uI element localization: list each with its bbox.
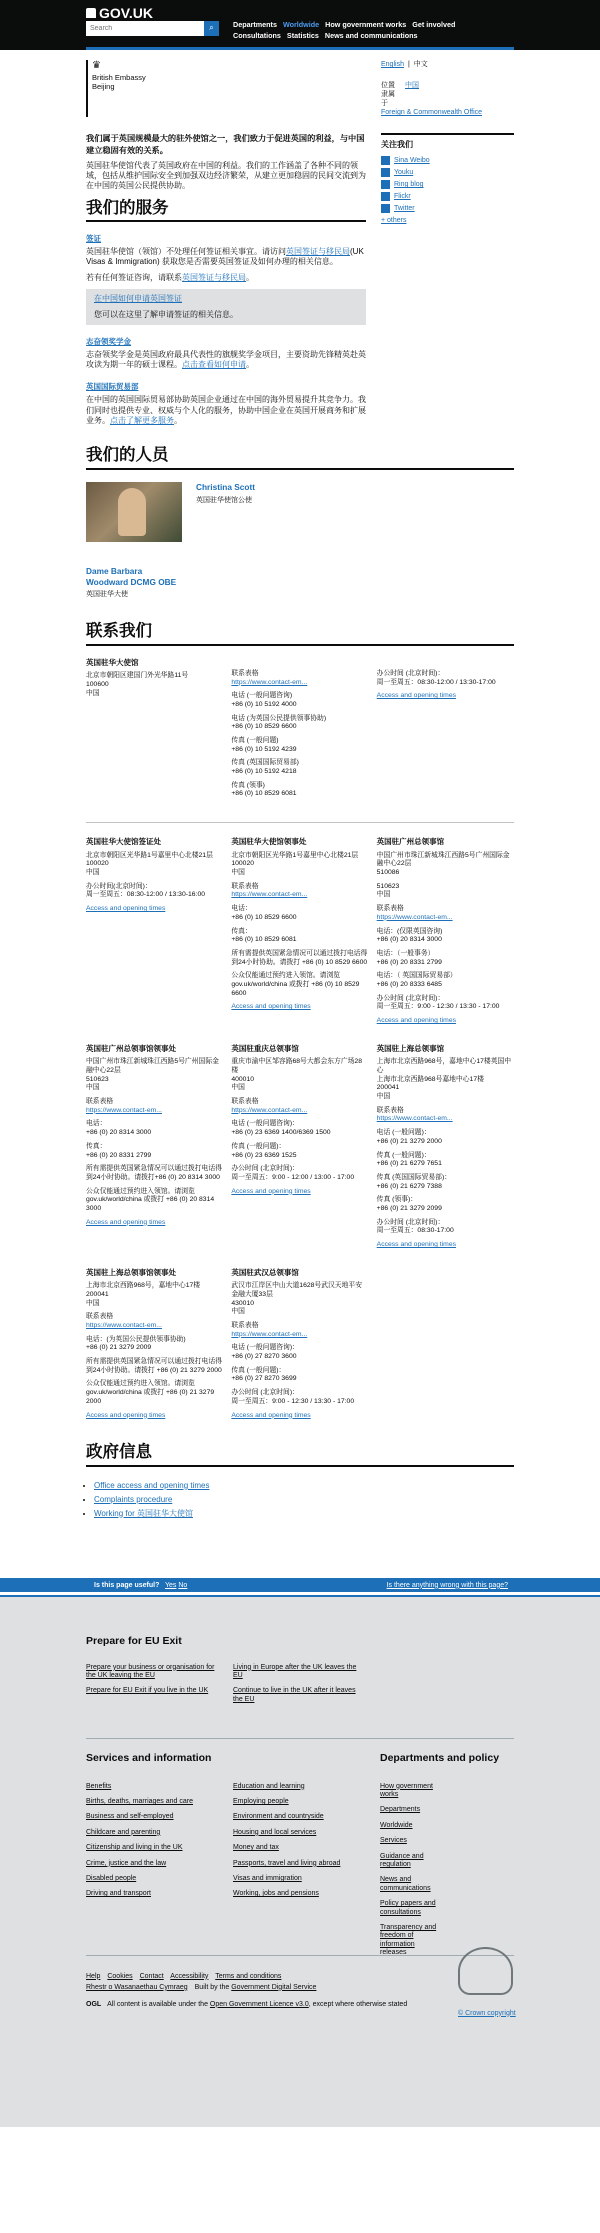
ogl-logo: OGL <box>86 2000 102 2008</box>
royal-crest-icon <box>458 1947 513 1995</box>
site-header <box>0 0 600 50</box>
office-grid: 英国驻华大使馆 北京市朝阳区建国门外光华路11号 100600 中国 联系表格 https://www.contact-em... 电话 (一般问题咨询) +86 (0) 10 5192 4000 电话 (为英国公民提供领事协助) +86 (0) 10 8529 6600 传真 (一般问题) +86 (0) 10 5192 4239 传真 (英国国际贸易部) +86 (0) 10 5192 4218 传真 (领事) +86 (0) 10 8529 6081 办公时间 (北京时间)： 周一至周五：08:30-12:00 / 13:30-17:00 Access and opening times <box>86 658 514 822</box>
ambassador-name[interactable]: Dame Barbara <box>86 565 143 576</box>
access-link[interactable]: Access and opening times <box>376 1241 456 1249</box>
nav-statistics[interactable]: Statistics <box>286 31 319 41</box>
contact-form-link[interactable]: https://www.contact-em... <box>86 1322 162 1330</box>
access-link[interactable]: Access and opening times <box>376 692 456 700</box>
footer-eu-link[interactable]: Living in Europe after the UK leaves the EU <box>233 1663 357 1680</box>
magnifier-icon: ⌕ <box>209 23 214 33</box>
location-link[interactable]: 中国 <box>405 82 419 90</box>
access-link[interactable]: Access and opening times <box>231 1003 311 1011</box>
crown-icon <box>86 8 96 18</box>
contact-form-link[interactable]: https://www.contact-em... <box>376 913 453 921</box>
top-nav <box>233 20 483 41</box>
office-guangzhou: 英国驻广州总领事馆 中国广州市珠江新城珠江西路5号广州国际金融中心22层 510086 510623 中国 联系表格 https://www.contact-em... 电话：(仅限英国咨询) +86 (0) 20 8314 3000 电话：（一般事务） +86 (0) 20 8331 2799 电话：（ 英国国际贸易部） +86 (0) 20 8333 6485 办公时间 (北京时间)： 周一至周五：9:00 - 12:30 / 13:30 - 17:00 Access and opening times <box>376 837 510 1025</box>
lang-chinese: 中文 <box>413 61 428 68</box>
access-link[interactable]: Access and opening times <box>376 1017 456 1025</box>
footer-welsh[interactable]: Rhestr o Wasanaethau Cymraeg <box>86 1983 188 1991</box>
site-footer: Prepare for EU Exit Prepare your business or organisation for the UK leaving the EU Prepare for EU Exit if you live in the UK Living in Europe after the UK leaves the EU Continue to live in the UK after it leaves the EU Services and information Benefits Births, deaths, marriages and care Business and self-employed Childcare and parenting Citizenship and living in the UK Crime, justice and the law Disabled people Driving and transport Education and learning Employing people Environment and countryside Housing and local services Money and tax Passports, travel and living abroad Visas and immigration Working, jobs and pensions Departments and policy How government works Departments Worldwide Services Guidance and regulation News and communications Policy papers and consultations Transparency and freedom of information releases Help Cookies Contact Accessibility Terms and conditions Rhestr o Wasanaethau Cymraeg Built by the Government Digital Service OGL All content is available under the Open Government Licence v3.0, except where otherwise stated © Crown copyright <box>0 1595 600 2127</box>
contact-form-link[interactable]: https://www.contact-em... <box>376 1115 453 1123</box>
office-shanghai-consular: 英国驻上海总领事馆领事处 上海市北京西路968号，嘉地中心17楼 200041 中国 联系表格 https://www.contact-em... 电话：(为英国公民提供领事协助) +86 (0) 21 3279 2009 所有需提供英国紧急情况可以通过拨打电话得到24小时协助。请拨打 +86 (0) 21 3279 2000 公众仅能通过预约进入领馆。请浏览 gov.uk/world/china 或拨打 +86 (0) 21 3279 2000 Access and opening times <box>86 1267 222 1419</box>
follow-blog[interactable]: Ring blog <box>381 180 514 189</box>
ukvi-link[interactable]: 英国签证与移民局 <box>286 246 350 256</box>
footer-gds-link[interactable]: Government Digital Service <box>231 1983 317 1991</box>
follow-flickr[interactable]: Flickr <box>381 192 514 201</box>
organisation-logo[interactable]: ♛ British Embassy Beijing <box>86 60 216 117</box>
ambassador-photo[interactable] <box>86 482 182 542</box>
flickr-icon <box>381 192 390 201</box>
footer-terms[interactable]: Terms and conditions <box>215 1972 282 1980</box>
lang-english[interactable]: English <box>381 61 404 68</box>
complaints-link[interactable]: Complaints procedure <box>94 1494 173 1504</box>
follow-twitter[interactable]: Twitter <box>381 204 514 213</box>
government-information: 政府信息 • Office access and opening times • Complaints procedure • Working for 英国驻华大使馆 <box>86 1442 514 1520</box>
contact-form-link[interactable]: https://www.contact-em... <box>231 1330 308 1338</box>
footer-eu-link[interactable]: Prepare for EU Exit if you live in the UK <box>86 1687 209 1695</box>
nav-news[interactable]: News and communications <box>324 31 418 41</box>
access-link[interactable]: Access and opening times <box>86 905 166 913</box>
search-button[interactable] <box>204 21 219 36</box>
report-problem-link[interactable]: Is there anything wrong with this page? <box>386 1581 508 1589</box>
nav-get-involved[interactable]: Get involved <box>412 20 456 29</box>
office-access-link[interactable]: Office access and opening times <box>94 1480 210 1490</box>
dit-title-link[interactable]: 英国国际贸易部 <box>86 382 139 392</box>
nav-consultations[interactable]: Consultations <box>233 31 281 41</box>
feedback-no[interactable]: No <box>178 1581 188 1589</box>
footer-cookies[interactable]: Cookies <box>107 1972 133 1980</box>
footer-help[interactable]: Help <box>86 1972 101 1980</box>
twitter-icon <box>381 204 390 213</box>
footer-contact[interactable]: Contact <box>139 1972 164 1980</box>
search-form <box>86 21 219 36</box>
parent-org-link[interactable]: Foreign & Commonwealth Office <box>381 109 483 117</box>
youku-icon <box>381 168 390 177</box>
feedback-bar: Is this page useful? Yes No Is there anything wrong with this page? <box>0 1578 600 1592</box>
office-chongqing: 英国驻重庆总领事馆 重庆市渝中区邹容路68号大都会东方广场28楼 400010 中国 联系表格 https://www.contact-em... 电话 (一般问题咨询)： +86 (0) 23 6369 1400/6369 1500 传真 (一般问题)： +86 (0) 23 6369 1525 办公时间 (北京时间)： 周一至周五：9:00 - 12:00 / 13:00 - 17:00 Access and opening times <box>231 1043 362 1195</box>
services-heading: 我们的服务 <box>86 198 366 222</box>
nav-worldwide[interactable]: Worldwide <box>282 20 320 29</box>
follow-others-link[interactable]: + others <box>381 217 407 225</box>
nav-departments[interactable]: Departments <box>233 20 277 29</box>
visa-title-link[interactable]: 签证 <box>86 234 101 244</box>
minister-name[interactable]: Christina Scott <box>196 481 256 492</box>
crest-icon: ♛ <box>92 60 101 71</box>
office-shanghai: 英国驻上海总领事馆 上海市北京西路968号，嘉地中心17楼英国中心 上海市北京西路968号嘉地中心17楼 200041 中国 联系表格 https://www.contact-em... 电话 (一般问题)： +86 (0) 21 3279 2000 传真 (一般问题)： +86 (0) 21 6279 7651 传真 (英国国际贸易部)： +86 (0) 21 6279 7388 传真 (领事)： +86 (0) 21 3279 2099 办公时间 (北京时间)： 周一至周五：08:30-17:00 Access and opening times <box>376 1043 512 1249</box>
follow-weibo[interactable]: Sina Weibo <box>381 156 514 165</box>
contact-heading: 联系我们 <box>86 621 514 645</box>
language-switcher: English | 中文 <box>381 61 428 68</box>
blog-icon <box>381 180 390 189</box>
access-link[interactable]: Access and opening times <box>86 1411 166 1419</box>
crown-copyright-link[interactable]: © Crown copyright <box>458 2009 516 2017</box>
follow-youku[interactable]: Youku <box>381 168 514 177</box>
access-link[interactable]: Access and opening times <box>86 1218 166 1226</box>
visa-callout: 在中国如何申请英国签证 您可以在这里了解申请签证的相关信息。 <box>86 289 366 325</box>
weibo-icon <box>381 156 390 165</box>
office-embassy: 英国驻华大使馆 北京市朝阳区建国门外光华路11号 100600 中国 <box>86 657 189 697</box>
chevening-title-link[interactable]: 志奋领奖学金 <box>86 336 131 346</box>
footer-eu-link[interactable]: Prepare your business or organisation for the UK leaving the EU <box>86 1663 215 1680</box>
office-visa-section: 英国驻华大使馆签证处 北京市朝阳区光华路1号嘉里中心北楼21层 100020 中国 办公时间(北京时间)： 周一至周五：08:30-12:00 / 13:30-16:00 Access and opening times <box>86 837 213 913</box>
feedback-yes[interactable]: Yes <box>165 1581 177 1589</box>
search-input[interactable] <box>86 21 204 36</box>
office-wuhan: 英国驻武汉总领事馆 武汉市江岸区中山大道1628号武汉天地平安金融大厦33层 430010 中国 联系表格 https://www.contact-em... 电话 (一般问题咨询)： +86 (0) 27 8270 3600 传真 (一般问题)： +86 (0) 27 8270 3699 办公时间 (北京时间)： 周一至周五：9:00 - 12:30 / 13:30 - 17:00 Access and opening times <box>231 1267 362 1419</box>
footer-eu-link[interactable]: Continue to live in the UK after it leaves the EU <box>233 1687 356 1703</box>
working-for-link[interactable]: Working for 英国驻华大使馆 <box>94 1508 193 1518</box>
access-link[interactable]: Access and opening times <box>231 1187 311 1195</box>
access-link[interactable]: Access and opening times <box>231 1411 311 1419</box>
follow-us: 关注我们 Sina Weibo Youku Ring blog Flickr Twitter + others <box>381 133 514 431</box>
ukvi-contact-link[interactable]: 英国签证与移民局 <box>182 272 246 282</box>
contact-form-link[interactable]: https://www.contact-em... <box>231 1106 308 1114</box>
visa-apply-link[interactable]: 在中国如何申请英国签证 <box>94 294 182 304</box>
chevening-apply-link[interactable]: 点击查看如何申请 <box>182 360 246 370</box>
people-heading: 我们的人员 <box>86 445 514 469</box>
intro-body: 英国驻华使馆代表了英国政府在中国的利益。我们的工作涵盖了各种不同的领域，包括从维护国际安全到加强双边经济繁荣，从建立更加稳固的民间交流到为在中国的英国公民提供协助。 <box>86 160 366 191</box>
contact-form-link[interactable]: https://www.contact-em... <box>86 1106 162 1114</box>
office-consular-beijing: 英国驻华大使馆领事处 北京市朝阳区光华路1号嘉里中心北楼21层 100020 中国 联系表格 https://www.contact-em... 电话： +86 (0) 10 8529 6600 传真： +86 (0) 10 8529 6081 所有需提供英国紧急情况可以通过拨打电话得到24小时协助。请拨打 +86 (0) 10 8529 6600 公众仅能通过预约进入领馆。请浏览 gov.uk/world/china 或拨打 +86 (0) 10 8529 6600 Access and opening times <box>231 837 368 1011</box>
header-accent-bar <box>86 47 514 50</box>
footer-accessibility[interactable]: Accessibility <box>170 1972 209 1980</box>
govuk-logo[interactable]: GOV.UK <box>86 4 153 22</box>
dit-more-link[interactable]: 点击了解更多服务 <box>110 415 174 425</box>
contact-form-link[interactable]: https://www.contact-em... <box>231 678 308 686</box>
ogl-link[interactable]: Open Government Licence v3.0 <box>209 2000 309 2008</box>
intro-lead: 我们属于英国规模最大的驻外使馆之一，我们致力于促进英国的利益，与中国建立稳固有效的关系。 <box>86 134 365 155</box>
office-guangzhou-consular: 英国驻广州总领事馆领事处 中国广州市珠江新城珠江西路5号广州国际金融中心22层 510623 中国 联系表格 https://www.contact-em... 电话： +86 (0) 20 8314 3000 传真： +86 (0) 20 8331 2799 所有需提供英国紧急情况可以通过拨打电话得到24小时协助。请拨打+86 (0) 20 8314 3000 公众仅能通过预约进入领馆。请浏览 gov.uk/world/china 或拨打 +86 (0) 20 8314 3000 Access and opening times <box>86 1043 222 1226</box>
contact-form-link[interactable]: https://www.contact-em... <box>231 891 308 899</box>
nav-how-government-works[interactable]: How government works <box>325 20 407 29</box>
